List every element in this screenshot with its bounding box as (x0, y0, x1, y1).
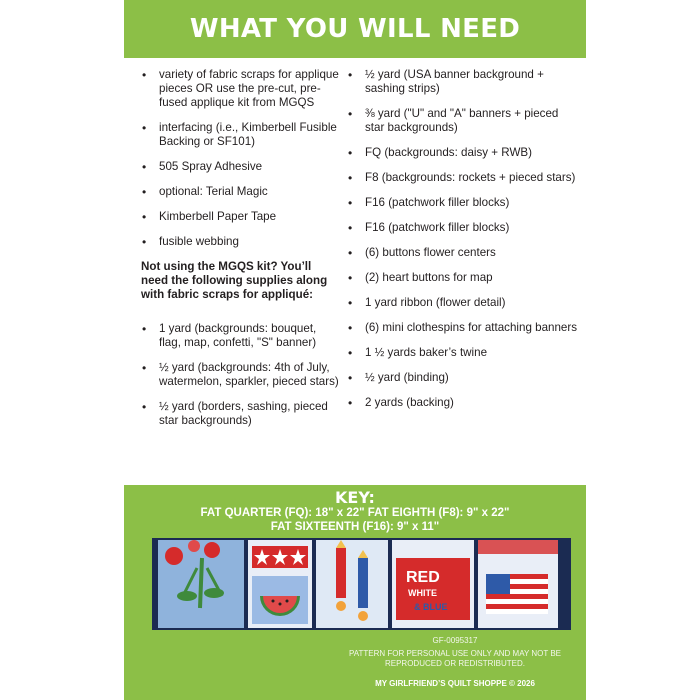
quilt-blue-text: & BLUE (414, 602, 448, 612)
list-item: • F16 (patchwork filler blocks) (347, 196, 579, 210)
list-item: • (2) heart buttons for map (347, 271, 579, 285)
list-item: • 1 yard ribbon (flower detail) (347, 296, 579, 310)
quilt-illustration (152, 538, 571, 630)
key-title: KEY: (335, 488, 375, 507)
quilt-red-text: RED (406, 569, 440, 586)
list-item: • Kimberbell Paper Tape (141, 210, 341, 224)
quilt-photo (152, 538, 571, 630)
fabric-list-left (141, 322, 341, 428)
list-item: • (6) mini clothespins for attaching banners (347, 321, 579, 335)
list-item: • ½ yard (USA banner background + sashing strips) (347, 68, 579, 96)
list-item: • 2 yards (backing) (347, 396, 579, 410)
list-item: • 505 Spray Adhesive (141, 160, 341, 174)
list-item: • ½ yard (borders, sashing, pieced star backgrounds) (141, 400, 341, 428)
header-banner (124, 0, 586, 58)
kit-note: Not using the MGQS kit? You’ll need the following supplies along with fabric scraps for appliqué: (141, 260, 328, 301)
list-item: • ½ yard (binding) (347, 371, 579, 385)
key-line-1: FAT QUARTER (FQ): 18" x 22" FAT EIGHTH (F8): 9" x 22" (200, 507, 510, 519)
list-item: • 1 ½ yards baker’s twine (347, 346, 579, 360)
pattern-code: GF-0095317 (432, 636, 478, 645)
quilt-white-text: WHITE (408, 588, 437, 598)
list-item: • FQ (backgrounds: daisy + RWB) (347, 146, 579, 160)
list-item: • (6) buttons flower centers (347, 246, 579, 260)
disclaimer: PATTERN FOR PERSONAL USE ONLY AND MAY NOT BE REPRODUCED OR REDISTRIBUTED. (348, 649, 562, 668)
list-item: • 1 yard (backgrounds: bouquet, flag, map, confetti, "S" banner) (141, 322, 341, 350)
right-column (347, 68, 579, 421)
page-title: WHAT YOU WILL NEED (189, 14, 521, 44)
list-item: • F8 (backgrounds: rockets + pieced stars) (347, 171, 579, 185)
list-item: • ⅜ yard ("U" and "A" banners + pieced star backgrounds) (347, 107, 579, 135)
list-item: • variety of fabric scraps for applique pieces OR use the pre-cut, pre-fused applique kit from MGQS (141, 68, 341, 110)
supply-list-left (141, 68, 341, 249)
list-item: • fusible webbing (141, 235, 341, 249)
list-item: • interfacing (i.e., Kimberbell Fusible Backing or SF101) (141, 121, 341, 149)
copyright: MY GIRLFRIEND’S QUILT SHOPPE © 2026 (375, 679, 535, 688)
flag-icon (486, 574, 548, 614)
left-column (141, 68, 341, 439)
list-item: • F16 (patchwork filler blocks) (347, 221, 579, 235)
supply-list-right (347, 68, 579, 410)
key-line-2: FAT SIXTEENTH (F16): 9" x 11" (270, 521, 440, 533)
list-item: • optional: Terial Magic (141, 185, 341, 199)
list-item: • ½ yard (backgrounds: 4th of July, watermelon, sparkler, pieced stars) (141, 361, 341, 389)
